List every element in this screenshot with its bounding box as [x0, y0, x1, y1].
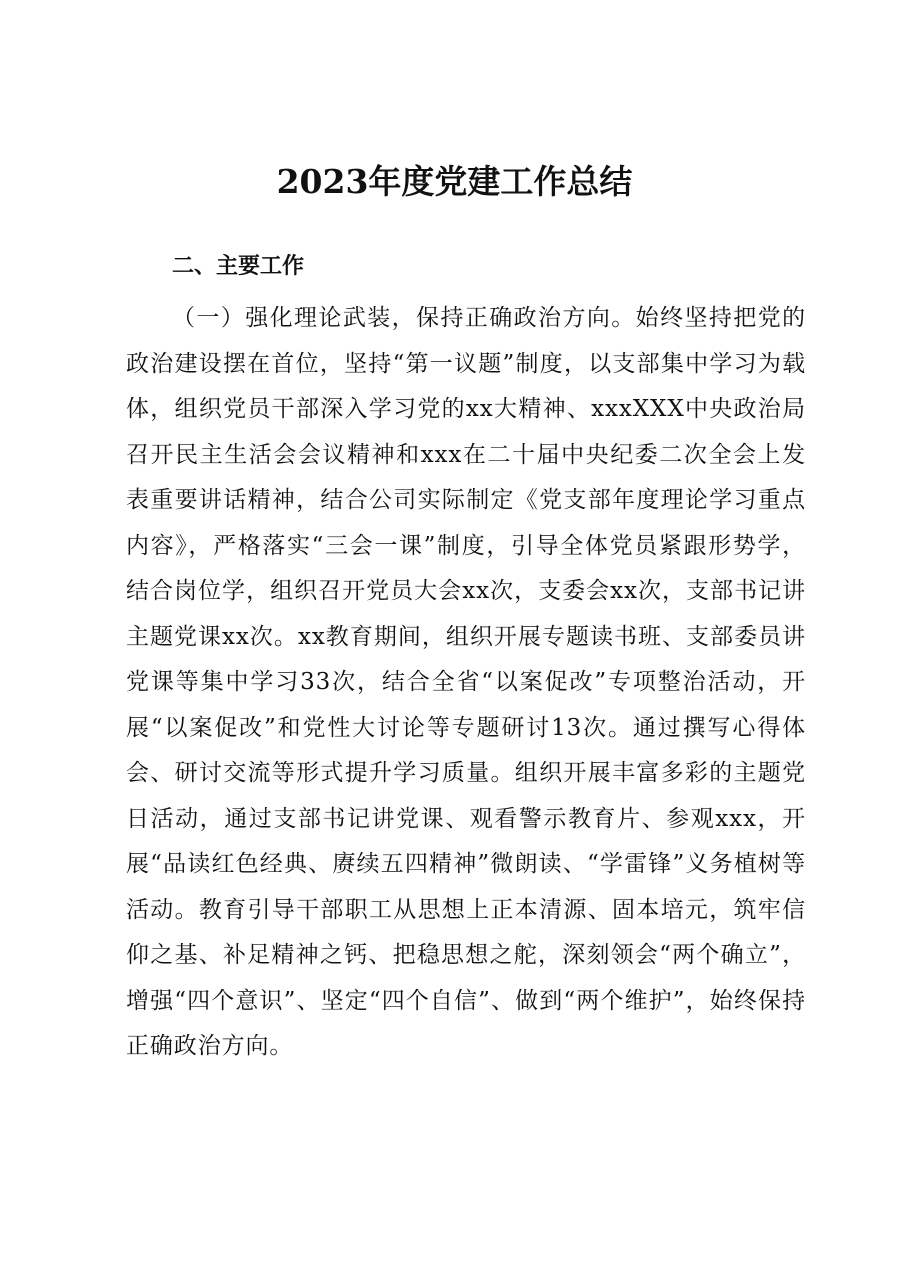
- section-heading: 二、主要工作: [172, 254, 305, 279]
- body-paragraph: （一）强化理论武装，保持正确政治方向。始终坚持把党的政治建设摆在首位，坚持“第一议题”制度，以支部集中学习为载体，组织党员干部深入学习党的xx大精神、xxxXXX中央政治局召开民主生活会会议精神和xxx在二十届中央纪委二次全会上发表重要讲话精神，结合公司实际制定《党支部年度理论学习重点内容》，严格落实“三会一课”制度，引导全体党员紧跟形势学，结合岗位学，组织召开党员大会xx次，支委会xx次，支部书记讲主题党课xx次。xx教育期间，组织开展专题读书班、支部委员讲党课等集中学习33次，结合全省“以案促改”专项整治活动，开展“以案促改”和党性大讨论等专题研讨13次。通过撰写心得体会、研讨交流等形式提升学习质量。组织开展丰富多彩的主题党日活动，通过支部书记讲党课、观看警示教育片、参观xxx，开展“品读红色经典、赓续五四精神”微朗读、“学雷锋”义务植树等活动。教育引导干部职工从思想上正本清源、固本培元，筑牢信仰之基、补足精神之钙、把稳思想之舵，深刻领会“两个确立”，增强“四个意识”、坚定“四个自信”、做到“两个维护”，始终保持正确政治方向。: [126, 305, 806, 1059]
- document-title: 2023年度党建工作总结: [276, 162, 633, 201]
